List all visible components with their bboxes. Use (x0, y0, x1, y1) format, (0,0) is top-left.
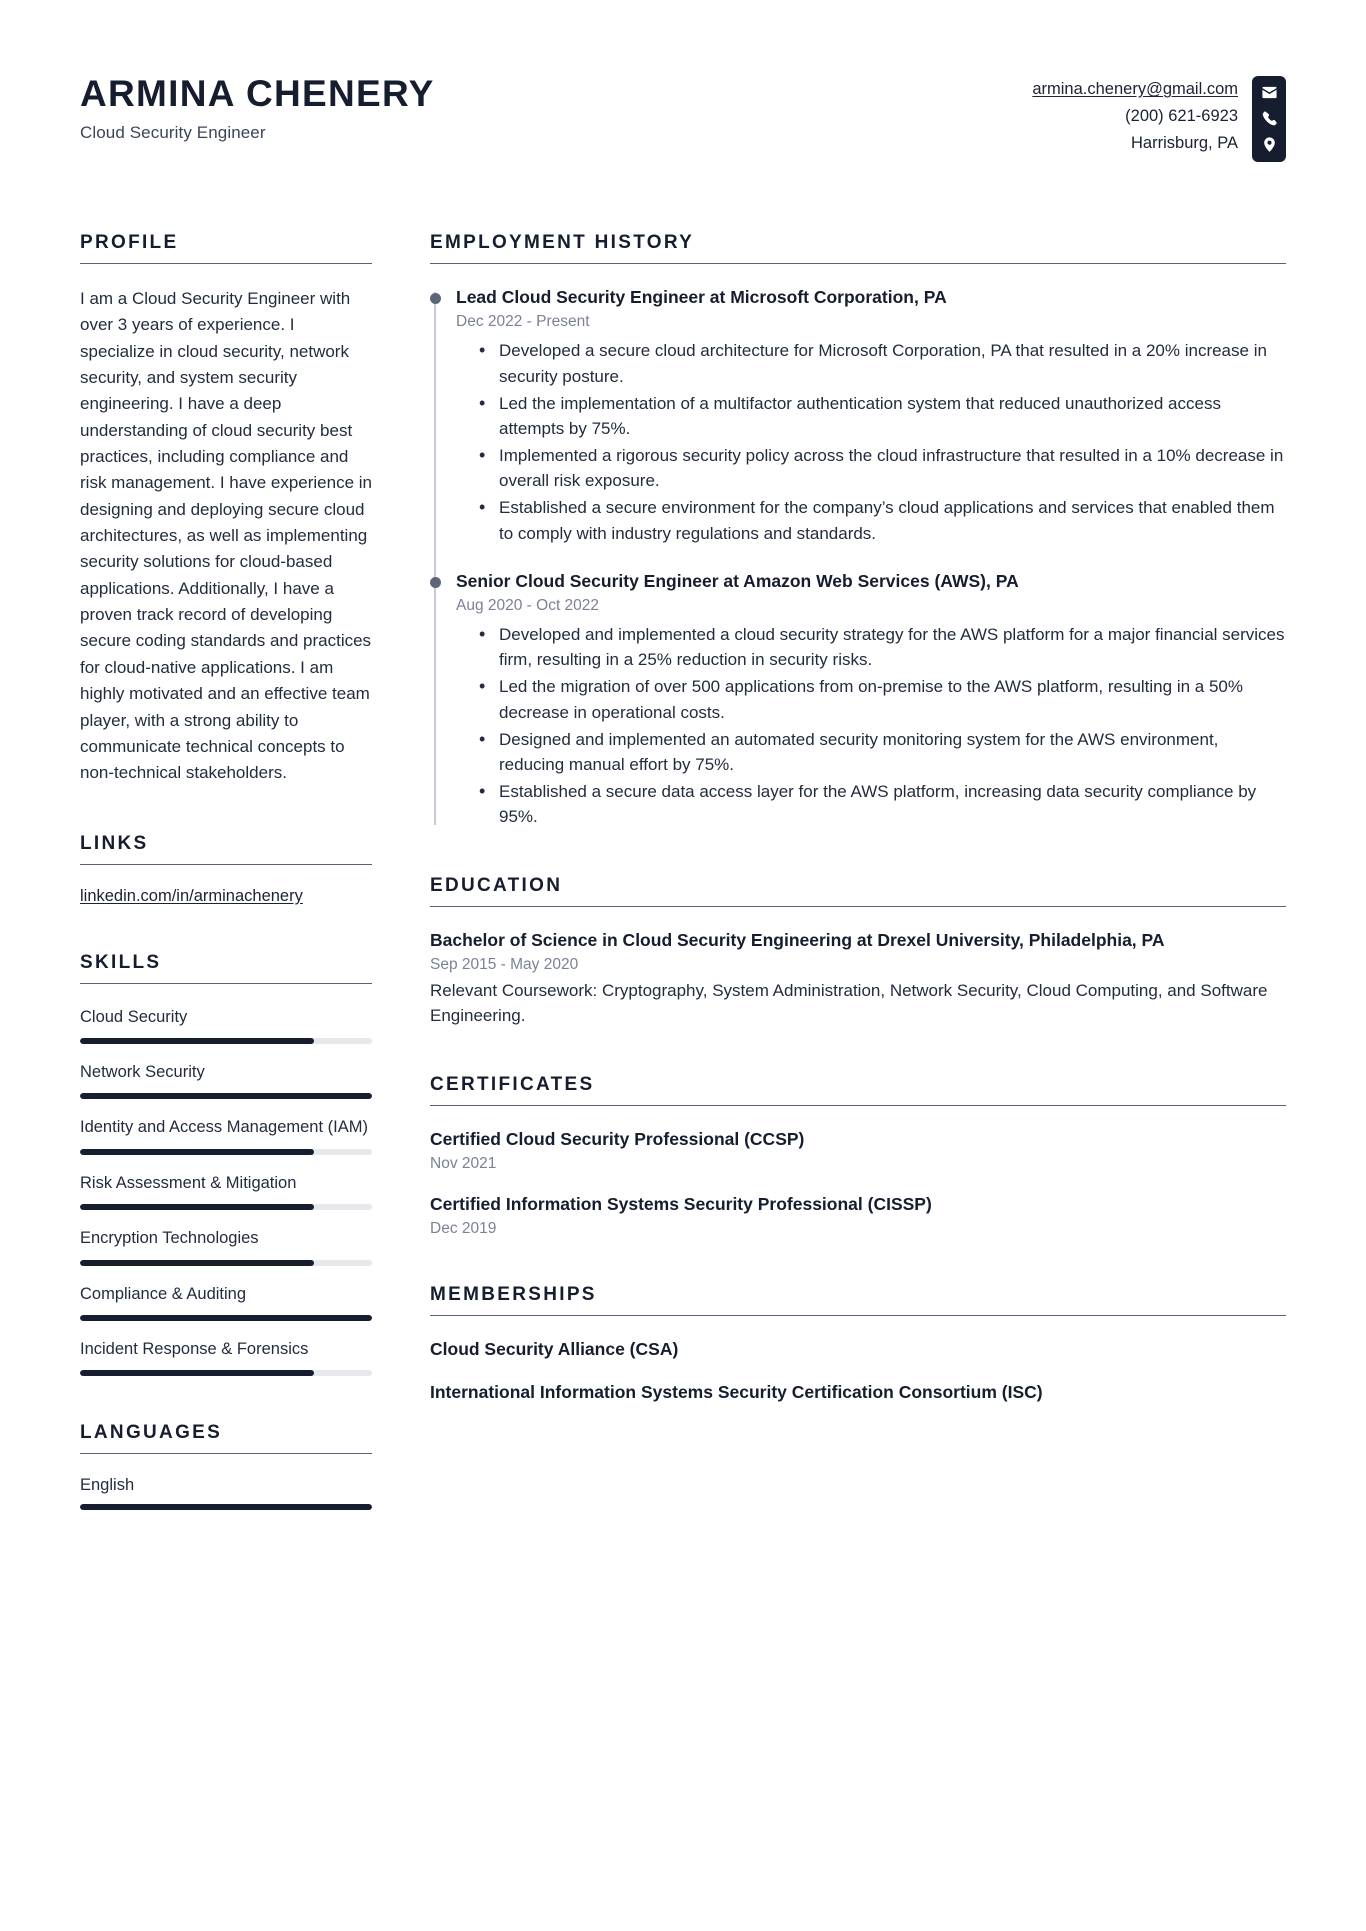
section-profile (80, 232, 372, 787)
membership-title: Cloud Security Alliance (CSA) (430, 1338, 679, 1359)
certificate-title: Certified Information Systems Security Professional (CISSP) (430, 1193, 932, 1214)
education-description: Relevant Coursework: Cryptography, System Administration, Network Security, Cloud Computing, and Software Engineering. (430, 981, 1268, 1026)
skill-bar-track (80, 1149, 372, 1155)
memberships-list (430, 1338, 1286, 1405)
skill-bar-track (80, 1204, 372, 1210)
section-title-skills: SKILLS (80, 952, 372, 984)
job-dates: Aug 2020 - Oct 2022 (456, 597, 600, 615)
skill-bar-fill (80, 1504, 372, 1510)
profile-text: I am a Cloud Security Engineer with over 3 years of experience. I specialize in cloud security, network security, and system security engineering. I have a deep understanding of cloud security best practices, including compliance and risk management. I have experience in designing and deploying secure cloud architectures, as well as implementing security solutions for cloud-based applications. Additionally, I have a proven track record of developing secure coding standards and practices for cloud-native applications. I am highly motivated and an effective team player, with a strong ability to communicate technical concepts to non-technical stakeholders. (80, 289, 372, 783)
skill-bar-fill (80, 1093, 372, 1099)
job-bullet: • Established a secure data access layer for the AWS platform, increasing data security compliance by 95%. (479, 779, 1286, 829)
job-bullet: • Designed and implemented an automated security monitoring system for the AWS environment, reducing manual effort by 75%. (479, 727, 1286, 777)
skill-bar-fill (80, 1315, 372, 1321)
certificate-item (430, 1193, 1286, 1238)
phone-icon (1261, 110, 1278, 127)
section-title-profile: PROFILE (80, 232, 372, 264)
membership-item (430, 1338, 1286, 1362)
certificate-item (430, 1128, 1286, 1173)
left-column (80, 232, 372, 1526)
section-certificates (430, 1074, 1286, 1237)
contact-location: Harrisburg, PA (1131, 134, 1238, 153)
resume-body (80, 232, 1286, 1526)
skill-label: Network Security (80, 1062, 205, 1081)
contact-icon-rail (1252, 76, 1286, 162)
link-item[interactable]: linkedin.com/in/arminachenery (80, 886, 303, 905)
job-bullet: • Implemented a rigorous security policy across the cloud infrastructure that resulted in a 10% decrease in overall risk exposure. (479, 443, 1286, 493)
skill-bar-track (80, 1315, 372, 1321)
contact-phone: (200) 621-6923 (1125, 107, 1238, 126)
skill-item (80, 1283, 372, 1321)
skill-bar-track (80, 1370, 372, 1376)
candidate-job-title: Cloud Security Engineer (80, 122, 266, 142)
section-title-employment: EMPLOYMENT HISTORY (430, 232, 1286, 264)
job-role: Senior Cloud Security Engineer at Amazon Web Services (AWS), PA (456, 570, 1019, 591)
skill-item (80, 1006, 372, 1044)
education-item (430, 929, 1286, 1028)
certificate-dates: Nov 2021 (430, 1154, 497, 1172)
skill-bar-track (80, 1504, 372, 1510)
skill-bar-fill (80, 1204, 314, 1210)
skill-bar-track (80, 1260, 372, 1266)
section-languages (80, 1422, 372, 1510)
skill-bar-fill (80, 1038, 314, 1044)
section-employment (430, 232, 1286, 829)
contact-block (1032, 62, 1286, 162)
job-role: Lead Cloud Security Engineer at Microsoft Corporation, PA (456, 287, 947, 307)
education-title: Bachelor of Science in Cloud Security Engineering at Drexel University, Philadelphia, PA (430, 930, 1165, 951)
right-column (430, 232, 1286, 1405)
job-bullets (456, 622, 1286, 829)
skill-label: Risk Assessment & Mitigation (80, 1173, 297, 1192)
job-bullets (456, 338, 1286, 545)
contact-email[interactable]: armina.chenery@gmail.com (1032, 80, 1238, 98)
job-bullet: • Established a secure environment for the company’s cloud applications and services that enabled them to comply with industry regulations and standards. (479, 495, 1286, 545)
skill-item (80, 1172, 372, 1210)
section-title-education: EDUCATION (430, 875, 1286, 907)
section-skills (80, 952, 372, 1377)
certificate-dates: Dec 2019 (430, 1219, 497, 1237)
location-pin-icon (1261, 136, 1278, 153)
education-dates: Sep 2015 - May 2020 (430, 956, 579, 973)
skill-bar-track (80, 1038, 372, 1044)
section-title-memberships: MEMBERSHIPS (430, 1284, 1286, 1316)
skill-bar-fill (80, 1370, 314, 1376)
skill-label: Encryption Technologies (80, 1229, 259, 1248)
skill-item (80, 1338, 372, 1376)
skill-item (80, 1116, 372, 1154)
job-bullet: • Developed a secure cloud architecture for Microsoft Corporation, PA that resulted in a 20% increase in security posture. (479, 338, 1286, 388)
identity-block (80, 62, 435, 143)
language-label: English (80, 1476, 135, 1495)
skill-label: Cloud Security (80, 1007, 188, 1026)
membership-item (430, 1381, 1286, 1405)
employment-item (456, 570, 1286, 830)
skill-item (80, 1061, 372, 1099)
section-education (430, 875, 1286, 1028)
job-dates: Dec 2022 - Present (456, 313, 590, 331)
section-memberships (430, 1284, 1286, 1405)
section-links (80, 833, 372, 906)
skill-label: Incident Response & Forensics (80, 1340, 309, 1359)
resume-header (80, 62, 1286, 162)
employment-timeline (430, 286, 1286, 829)
languages-list (80, 1476, 372, 1510)
section-title-links: LINKS (80, 833, 372, 865)
skill-item (80, 1227, 372, 1265)
envelope-icon (1261, 84, 1278, 101)
section-title-languages: LANGUAGES (80, 1422, 372, 1454)
skill-bar-track (80, 1093, 372, 1099)
section-title-certificates: CERTIFICATES (430, 1074, 1286, 1106)
candidate-name: ARMINA CHENERY (80, 73, 435, 114)
membership-title: International Information Systems Security Certification Consortium (ISC) (430, 1382, 1043, 1403)
skill-label: Identity and Access Management (IAM) (80, 1118, 368, 1137)
language-item (80, 1476, 372, 1510)
education-list (430, 929, 1286, 1028)
job-bullet: • Developed and implemented a cloud security strategy for the AWS platform for a major financial services firm, resulting in a 25% reduction in security risks. (479, 622, 1286, 672)
job-bullet: • Led the migration of over 500 applications from on-premise to the AWS platform, resulting in a 50% decrease in operational costs. (479, 674, 1286, 724)
skill-label: Compliance & Auditing (80, 1284, 247, 1303)
skills-list (80, 1006, 372, 1377)
certificate-title: Certified Cloud Security Professional (CCSP) (430, 1129, 805, 1150)
certificates-list (430, 1128, 1286, 1237)
links-list (80, 887, 372, 906)
employment-item (456, 286, 1286, 546)
contact-lines (1032, 76, 1252, 158)
skill-bar-fill (80, 1260, 314, 1266)
job-bullet: • Led the implementation of a multifactor authentication system that reduced unauthorized access attempts by 75%. (479, 391, 1286, 441)
skill-bar-fill (80, 1149, 314, 1155)
